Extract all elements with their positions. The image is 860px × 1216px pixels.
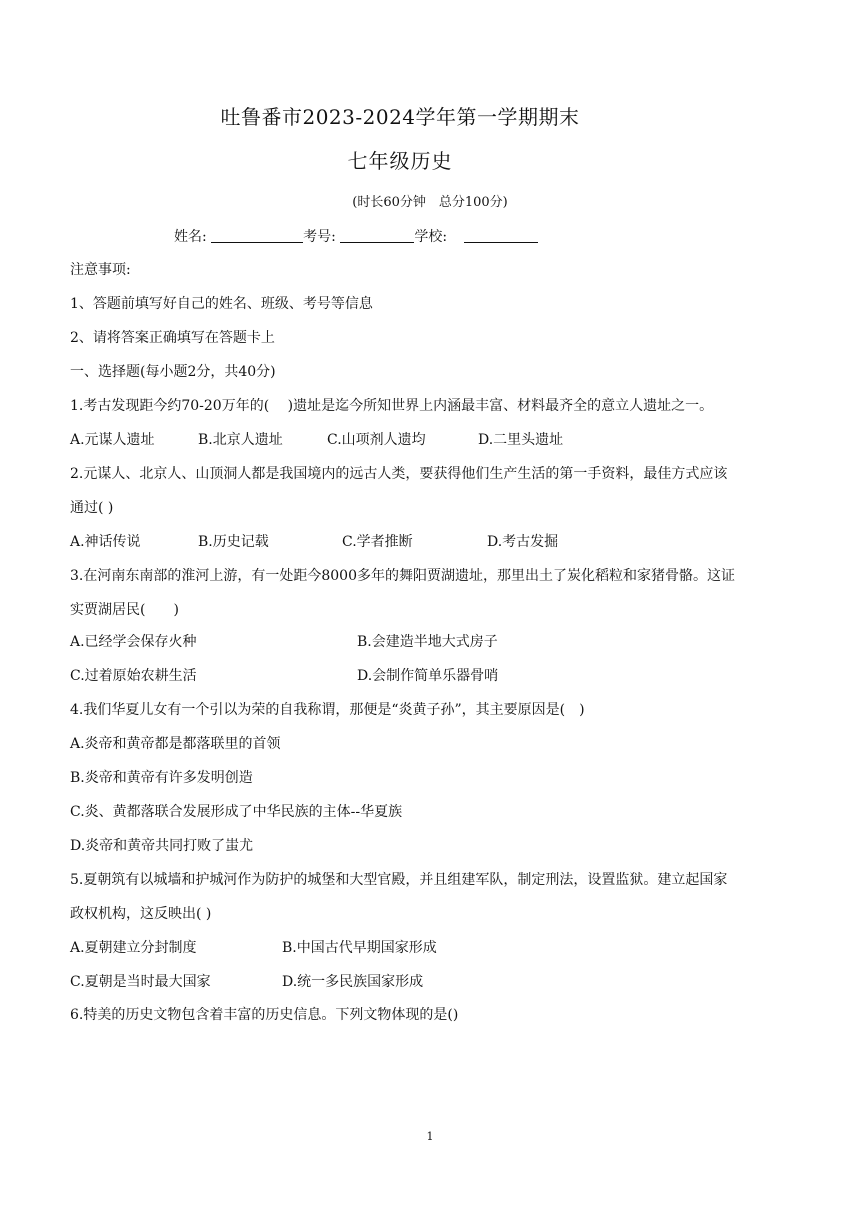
subject-title: 七年级历史: [347, 149, 453, 173]
q4-option-a[interactable]: A.炎帝和黄帝都是都落联里的首领: [70, 736, 281, 752]
student-info-line: [174, 228, 538, 246]
exam-duration: (时长60分钟 总分100分): [352, 195, 508, 210]
question-6-text: 6.特美的历史文物包含着丰富的历史信息。下列文物体现的是(): [70, 1007, 459, 1023]
q3-option-a[interactable]: A.已经学会保存火种: [70, 634, 197, 650]
school-blank[interactable]: [464, 228, 538, 243]
q3-option-c[interactable]: C.过着原始农耕生活: [70, 668, 197, 684]
q2-option-a[interactable]: A.神话传说: [70, 534, 141, 550]
q2-option-d[interactable]: D.考古发掘: [487, 534, 559, 550]
q5-option-a[interactable]: A.夏朝建立分封制度: [70, 940, 197, 956]
note-item: 2、请将答案正确填写在答题卡上: [70, 330, 275, 346]
q5-option-d[interactable]: D.统一多民族国家形成: [282, 974, 424, 990]
question-3-text: 实贾湖居民( ): [70, 602, 179, 618]
note-item: 1、答题前填写好自己的姓名、班级、考号等信息: [70, 296, 373, 312]
question-2-text: 2.元谋人、北京人、山顶洞人都是我国境内的远古人类，要获得他们生产生活的第一手资料，最佳方式应该: [70, 466, 728, 482]
page-number: 1: [426, 1130, 434, 1143]
question-4-text: 4.我们华夏儿女有一个引以为荣的自我称谓，那便是“炎黄子孙”，其主要原因是( ): [70, 702, 585, 718]
q1-option-b[interactable]: B.北京人遗址: [198, 432, 283, 448]
q1-option-d[interactable]: D.二里头遗址: [478, 432, 564, 448]
q4-option-c[interactable]: C.炎、黄都落联合发展形成了中华民族的主体--华夏族: [70, 804, 403, 820]
q2-option-c[interactable]: C.学者推断: [342, 534, 413, 550]
question-5-text: 5.夏朝筑有以城墙和护城河作为防护的城堡和大型官殿，并且组建军队，制定刑法，设置监狱。建立起国家: [70, 872, 728, 888]
exam-title: 吐鲁番市2023-2024学年第一学期期末: [220, 105, 580, 129]
q4-option-d[interactable]: D.炎帝和黄帝共同打败了蚩尤: [70, 838, 254, 854]
q1-option-c[interactable]: C.山项剂人遗均: [327, 432, 426, 448]
name-blank[interactable]: [211, 228, 303, 243]
school-label: 学校:: [414, 229, 448, 245]
q5-option-c[interactable]: C.夏朝是当时最大国家: [70, 974, 211, 990]
q3-option-d[interactable]: D.会制作简单乐器骨哨: [357, 668, 499, 684]
question-1-text: 1.考古发现距今约70-20万年的( )遗址是迄今所知世界上内涵最丰富、材料最齐全的意立人遗址之一。: [70, 398, 714, 414]
notes-heading: 注意事项:: [70, 262, 131, 278]
exam-no-blank[interactable]: [340, 228, 414, 243]
question-5-text: 政权机构，这反映出( ): [70, 906, 212, 922]
question-3-text: 3.在河南东南部的淮河上游，有一处距今8000多年的舞阳贾湖遗址，那里出土了炭化稻粒和家猪骨骼。这证: [70, 568, 735, 584]
q2-option-b[interactable]: B.历史记载: [198, 534, 269, 550]
section-heading: 一、选择题(每小题2分，共40分): [70, 364, 276, 380]
q3-option-b[interactable]: B.会建造半地大式房子: [357, 634, 498, 650]
q4-option-b[interactable]: B.炎帝和黄帝有许多发明创造: [70, 770, 253, 786]
q1-option-a[interactable]: A.元谋人遗址: [70, 432, 155, 448]
exam-no-label: 考号:: [303, 229, 336, 245]
question-2-text: 通过( ): [70, 500, 114, 516]
q5-option-b[interactable]: B.中国古代早期国家形成: [282, 940, 437, 956]
name-label: 姓名:: [174, 229, 207, 245]
